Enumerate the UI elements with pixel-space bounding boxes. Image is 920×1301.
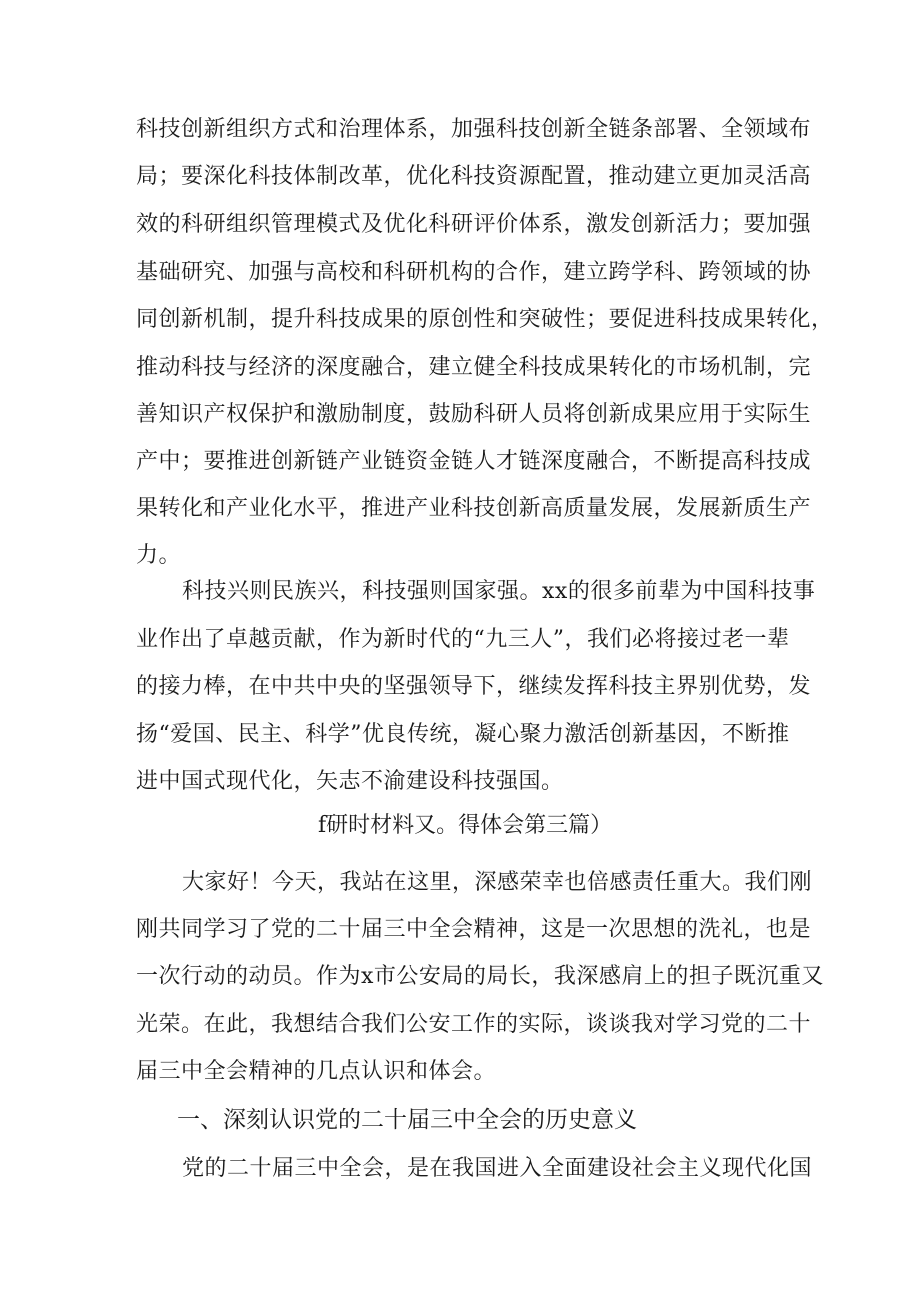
- paragraph-line: 届三中全会精神的几点认识和体会。: [136, 1059, 497, 1084]
- paragraph-line: 局；要深化科技体制改革，优化科技资源配置，推动建立更加灵活高: [136, 164, 812, 189]
- paragraph-line: 光荣。在此，我想结合我们公安工作的实际，谈谈我对学习党的二十: [136, 1012, 812, 1037]
- paragraph-line: 善知识产权保护和激励制度，鼓励科研人员将创新成果应用于实际生: [136, 402, 812, 427]
- paragraph-line: 一次行动的动员。作为x市公安局的局长，我深感肩上的担子既沉重又: [136, 964, 824, 989]
- paragraph-line: 科技兴则民族兴，科技强则国家强。xx的很多前辈为中国科技事: [182, 579, 816, 604]
- paragraph-line: 大家好！今天，我站在这里，深感荣幸也倍感责任重大。我们刚: [182, 870, 813, 895]
- paragraph-line: 科技创新组织方式和治理体系，加强科技创新全链条部署、全领域布: [136, 117, 812, 142]
- paragraph-line: 刚共同学习了党的二十届三中全会精神，这是一次思想的洗礼，也是: [136, 917, 812, 942]
- section-subtitle: f研时材料又。得体会第三篇）: [318, 813, 613, 838]
- paragraph-line: 进中国式现代化，矢志不渝建设科技强国。: [136, 769, 564, 794]
- paragraph-line: 力。: [136, 543, 182, 568]
- section-heading: 一、深刻认识党的二十届三中全会的历史意义: [177, 1107, 637, 1133]
- paragraph-line: 扬“爱国、民主、科学”优良传统，凝心聚力激活创新基因，不断推: [136, 722, 790, 747]
- paragraph-line: 基础研究、加强与高校和科研机构的合作，建立跨学科、跨领域的协: [136, 260, 812, 285]
- paragraph-line: 效的科研组织管理模式及优化科研评价体系，激发创新活力；要加强: [136, 212, 812, 237]
- paragraph-line: 推动科技与经济的深度融合，建立健全科技成果转化的市场机制，完: [136, 355, 812, 380]
- paragraph-line: 党的二十届三中全会，是在我国进入全面建设社会主义现代化国: [182, 1156, 813, 1181]
- paragraph-line: 的接力棒，在中共中央的坚强领导下，继续发挥科技主界别优势，发: [136, 674, 812, 699]
- paragraph-line: 业作出了卓越贡献，作为新时代的“九三人”，我们必将接过老一辈: [136, 627, 790, 652]
- paragraph-line: 果转化和产业化水平，推进产业科技创新高质量发展，发展新质生产: [136, 496, 812, 521]
- paragraph-line: 产中；要推进创新链产业链资金链人才链深度融合，不断提高科技成: [136, 449, 812, 474]
- paragraph-line: 同创新机制，提升科技成果的原创性和突破性；要促进科技成果转化，: [136, 307, 834, 332]
